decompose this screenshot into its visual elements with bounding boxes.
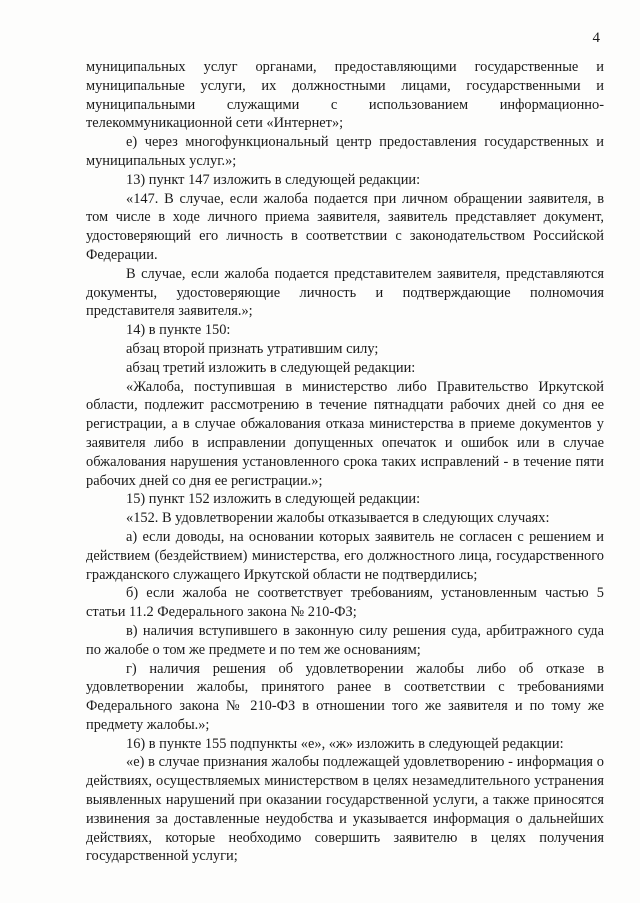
paragraph-clause-152-g: г) наличия решения об удовлетворении жалобы либо об отказе в удовлетворении жалобы, принятого ранее в соответствии с требованиями Федерального закона № 210-ФЗ в отношении того же заявителя и по тому же предмету жалобы.»; (86, 660, 604, 733)
paragraph-amendment-16: 16) в пункте 155 подпункты «е», «ж» изложить в следующей редакции: (126, 735, 564, 752)
paragraph-amendment-15: 15) пункт 152 изложить в следующей редакции: (126, 491, 421, 508)
paragraph-clause-147: «147. В случае, если жалоба подается при личном обращении заявителя, в том числе в ходе личного приема заявителя, заявитель представляет документ, удостоверяющий его личность в соответствии с законодательством Российской Федерации. (86, 190, 604, 263)
paragraph-complaint-review: «Жалоба, поступившая в министерство либо Правительство Иркутской области, подлежит рассмотрению в течение пятнадцати рабочих дней со дня ее регистрации, а в случае обжалования отказа министерства в приеме документов у заявителя либо в исправлении допущенных опечаток и ошибок или в случае обжалования нарушения установленного срока таких исправлений - в течение пяти рабочих дней со дня ее регистрации.»; (86, 378, 604, 489)
paragraph-amendment-13: 13) пункт 147 изложить в следующей редакции: (126, 171, 421, 188)
paragraph-amendment-14-third: абзац третий изложить в следующей редакции: (126, 359, 416, 376)
paragraph-clause-152-v: в) наличия вступившего в законную силу решения суда, арбитражного суда по жалобе о том же предмете и по тем же основаниям; (86, 622, 604, 658)
paragraph-clause-152-b: б) если жалоба не соответствует требованиям, установленным частью 5 статьи 11.2 Федерального закона № 210-ФЗ; (86, 585, 604, 621)
document-body (86, 58, 604, 866)
paragraph-clause-152-a: а) если доводы, на основании которых заявитель не согласен с решением и действием (бездействием) министерства, его должностного лица, государственного гражданского служащего Иркутской области не подтвердились; (86, 528, 604, 583)
paragraph-continuation: муниципальных услуг органами, предоставляющими государственные и муниципальные услуги, их должностными лицами, государственными и муниципальными служащими с использованием информационно-телекоммуникационной сети «Интернет»; (86, 59, 604, 132)
paragraph-item-e-mfc: е) через многофункциональный центр предоставления государственных и муниципальных услуг.»; (86, 134, 604, 169)
page-number: 4 (592, 30, 600, 46)
paragraph-amendment-14: 14) в пункте 150: (126, 322, 231, 339)
paragraph-clause-155-e: «е) в случае признания жалобы подлежащей удовлетворению - информация о действиях, осуществляемых министерством в целях незамедлительного устранения выявленных нарушений при оказании государственной услуги, а также приносятся извинения за доставленные неудобства и указывается информация о дальнейших действиях, которые необходимо совершить заявителю в целях получения государственной услуги; (86, 754, 604, 865)
paragraph-clause-147-representative: В случае, если жалоба подается представителем заявителя, представляются документы, удостоверяющие личность и подтверждающие полномочия представителя заявителя.»; (86, 265, 604, 320)
paragraph-clause-152: «152. В удовлетворении жалобы отказывается в следующих случаях: (126, 510, 550, 527)
paragraph-amendment-14-second: абзац второй признать утратившим силу; (126, 340, 379, 357)
